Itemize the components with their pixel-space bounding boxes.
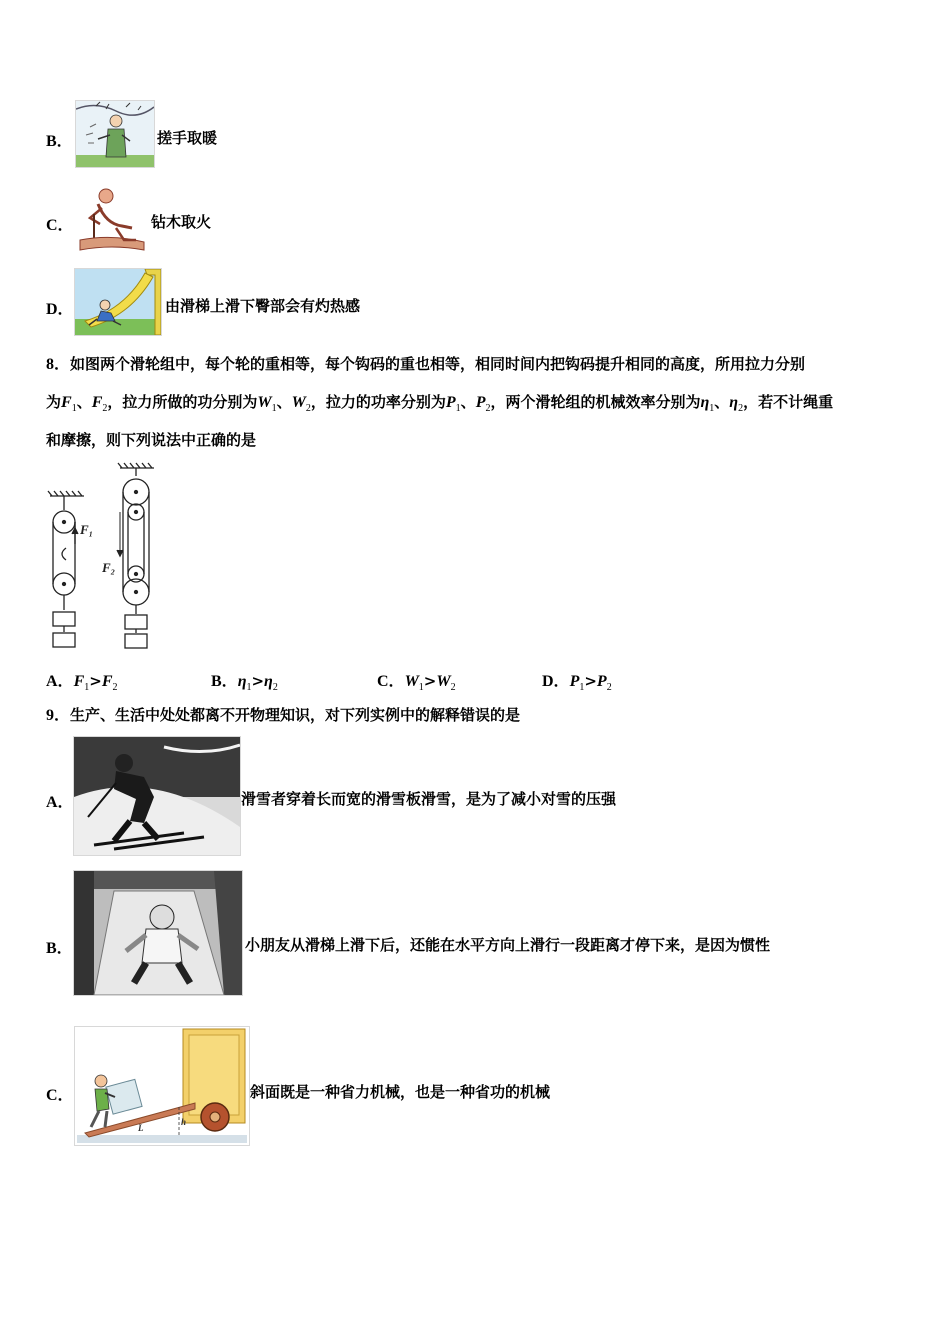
option-letter: B．	[46, 133, 73, 150]
option-letter: B．	[46, 940, 73, 957]
skier-photo	[73, 736, 241, 856]
pulley-systems-figure	[44, 462, 164, 652]
drilling-wood-fire-image	[75, 183, 149, 255]
f1-label: F₁	[80, 522, 94, 537]
q8-stem-line-2: 为$F_1$、$F_2$，拉力所做的功分别为$W_1$、$W_2$，拉力的功率分别为$P_1$、$P_2$，两个滑轮组的机械效率分别为$\eta_1$、$\eta_2$，若不计绳重	[46, 393, 834, 414]
incline-height-label: h	[181, 1117, 187, 1127]
question-number: 8．	[46, 356, 71, 373]
incline-length-label: L	[138, 1123, 144, 1133]
option-letter: C．	[46, 217, 74, 234]
option-letter: D．	[46, 301, 74, 318]
option-text: 搓手取暖	[157, 129, 218, 147]
child-on-slide-photo	[73, 870, 243, 996]
q8-option-d: D．$P_1>P_2$	[542, 672, 612, 693]
option-text: 钻木取火	[151, 213, 212, 231]
rubbing-hands-image	[75, 100, 155, 168]
f2-label: F₂	[102, 560, 116, 575]
option-text: 斜面既是一种省力机械，也是一种省功的机械	[250, 1083, 551, 1101]
q8-option-b: B．$\eta_1>\eta_2$	[211, 672, 278, 693]
option-text: 滑雪者穿着长而宽的滑雪板滑雪，是为了减小对雪的压强	[241, 790, 617, 808]
q9-stem: 9．生产、生活中处处都离不开物理知识，对下列实例中的解释错误的是	[46, 706, 521, 724]
q8-stem-line-1	[46, 354, 805, 375]
question-number: 9．	[46, 707, 71, 724]
stem-text: 如图两个滑轮组中，每个轮的重相等，每个钩码的重也相等，相同时间内把钩码提升相同的高度，所用拉力分别	[70, 355, 806, 373]
incline-truck-image	[74, 1026, 250, 1146]
option-text: 由滑梯上滑下臀部会有灼热感	[165, 297, 361, 315]
slide-image	[74, 268, 162, 336]
q8-stem-line-3: 和摩擦，则下列说法中正确的是	[46, 431, 257, 449]
q8-option-c: C．$W_1>W_2$	[377, 672, 456, 693]
option-text: 小朋友从滑梯上滑下后，还能在水平方向上滑行一段距离才停下来，是因为惯性	[245, 936, 771, 954]
q8-option-a: A．$F_1>F_2$	[46, 672, 118, 693]
option-letter: C．	[46, 1087, 74, 1104]
option-letter: A．	[46, 794, 74, 811]
